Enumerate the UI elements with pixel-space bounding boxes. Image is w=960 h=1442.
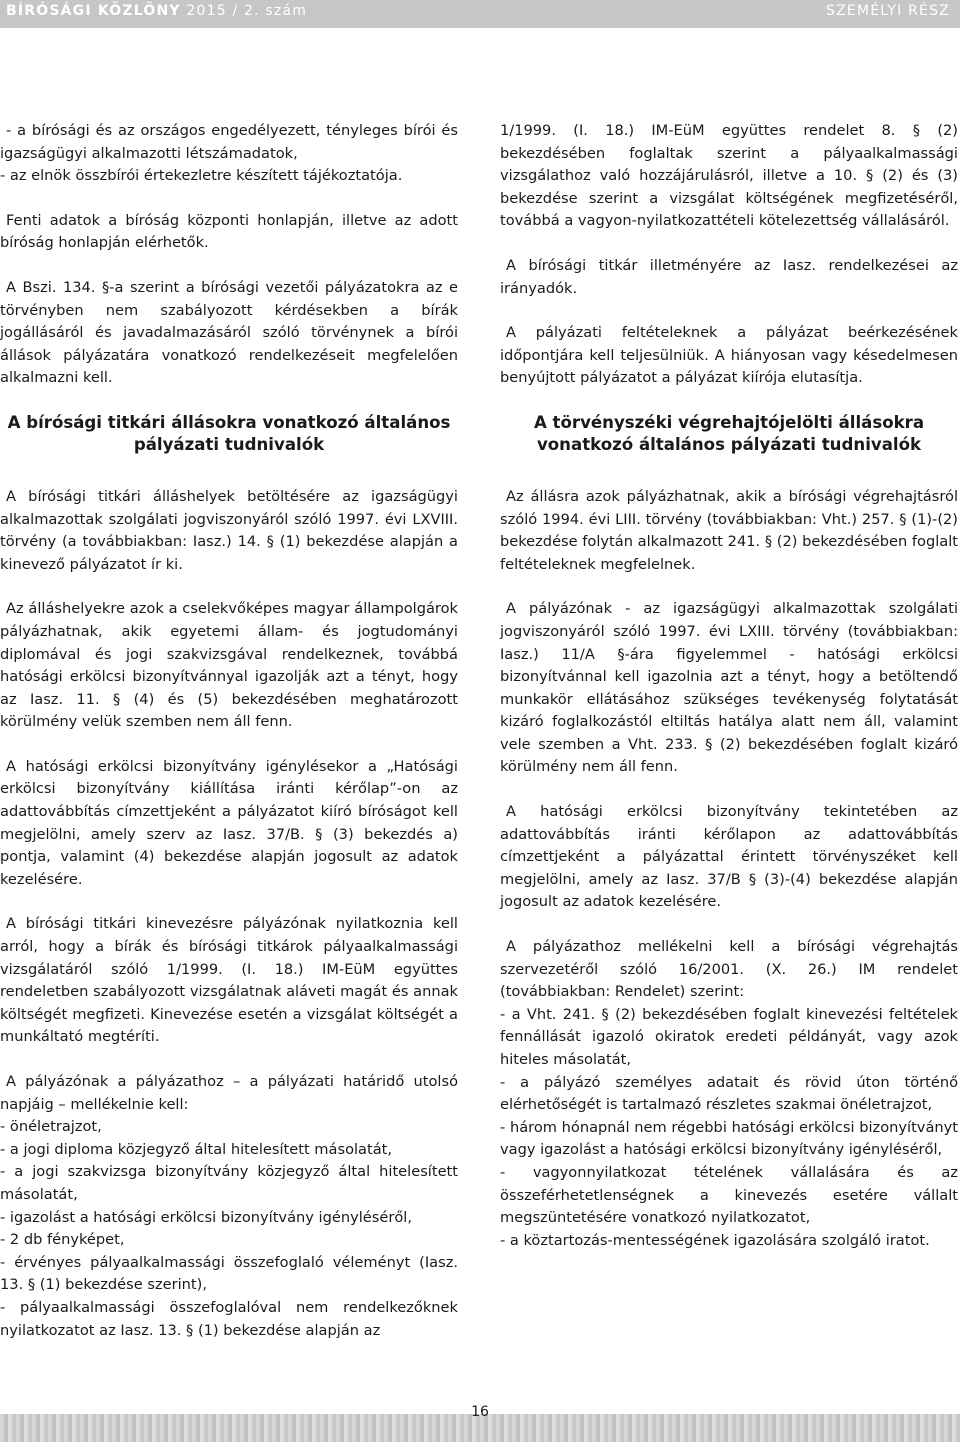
paragraph: A bírósági titkári kinevezésre pályázónak nyilatkoznia kell arról, hogy a bírák és bírósági titkárok pályaalkalmassági vizsgálatáról szóló 1/1999. (I. 18.) IM-EüM együttes rendeletben szabályozott vizsgálatnak aláveti magát és annak költségét megfizeti. Kinevezése esetén a vizsgálat költségét a munkáltató megtéríti. <box>0 915 458 1046</box>
paragraph: 1/1999. (I. 18.) IM-EüM együttes rendelet 8. § (2) bekezdésében foglaltak szerint a pályaalkalmassági vizsgálathoz való hozzájárulásról, illetve a 10. § (2) és (3) bekezdése szerint a vizsgálat költségének megfizetéséről, továbbá a vagyon-nyilatkozattételi kötelezettség vállalásáról. <box>500 122 958 230</box>
paragraph: - a bírósági és az országos engedélyezett, tényleges bírói és igazságügyi alkalmazotti létszámadatok, - az elnök összbírói értekezletre készített tájékoztatója. <box>0 122 458 185</box>
issue-label: 2015 / 2. szám <box>186 3 308 19</box>
paragraph: Az állásra azok pályázhatnak, akik a bírósági végrehajtásról szóló 1994. évi LIII. törvény (továbbiakban: Vht.) 257. § (1)-(2) bekezdése folytán alkalmazott 241. § (2) bekezdésében foglalt feltételeknek megfelelnek. <box>500 487 958 573</box>
running-header <box>0 0 960 28</box>
section-heading: A bírósági titkári állásokra vonatkozó általános pályázati tudnivalók <box>7 412 451 454</box>
paragraph: A hatósági erkölcsi bizonyítvány igénylésekor a „Hatósági erkölcsi bizonyítvány kiállítása iránti kérőlap”-on az adattovábbítás címzettjeként a pályázatot kiíró bíróságot kell megjelölni, amely szerv az Iasz. 37/B. § (3) bekezdés a) pontja, valamint (4) bekezdése alapján jogosult az adatok kezelésére. <box>0 757 458 888</box>
paragraph: Fenti adatok a bíróság központi honlapján, illetve az adott bíróság honlapján elérhetők. <box>0 211 458 252</box>
paragraph: Az álláshelyekre azok a cselekvőképes magyar állampolgárok pályázhatnak, akik egyetemi állam- és jogtudományi diplomával és jogi szakvizsgával rendelkeznek, továbbá hatósági erkölcsi bizonyítvánnyal igazolják azt a tényt, hogy az Iasz. 11. § (4) és (5) bekezdésében meghatározott körülmény velük szemben nem áll fenn. <box>0 600 458 731</box>
left-column <box>0 120 458 1342</box>
section-heading: A törvényszéki végrehajtójelölti állásokra vonatkozó általános pályázati tudnivalók <box>533 412 925 454</box>
paragraph: A bírósági titkári álláshelyek betöltésére az igazságügyi alkalmazottak szolgálati jogviszonyáról szóló 1997. évi LXVIII. törvény (a továbbiakban: Iasz.) 14. § (1) bekezdése alapján a kinevező pályázatot ír ki. <box>0 487 458 573</box>
paragraph: A pályázati feltételeknek a pályázat beérkezésének időpontjára kell teljesülniük. A hiányosan vagy késedelmesen benyújtott pályázatot a pályázat kiírója elutasítja. <box>500 324 958 387</box>
header-publication <box>6 3 307 19</box>
paragraph: A pályázathoz mellékelni kell a bírósági végrehajtás szervezetéről szóló 16/2001. (X. 26.) IM rendelet (továbbiakban: Rendelet) szerint: - a Vht. 241. § (2) bekezdésében foglalt kinevezési feltételek fennállását igazoló okiratok eredeti példányát, vagy azok hiteles másolatát, - a pályázó személyes adatait és rövid úton történő elérhetőségét is tartalmazó részletes szakmai önéletrajzot, - három hónapnál nem régebbi hatósági erkölcsi bizonyítványt vagy igazolást a hatósági erkölcsi bizonyítvány igényléséről, - vagyonnyilatkozat tételének vállalására és az összeférhetetlenségnek a kinevezés esetére vállalt megszüntetésére vonatkozó nyilatkozatot, - a köztartozás-mentességének igazolására szolgáló iratot. <box>500 938 958 1249</box>
paragraph: A pályázónak - az igazságügyi alkalmazottak szolgálati jogviszonyáról szóló 1997. évi LXIII. törvény (továbbiakban: Iasz.) 11/A §-ára figyelemmel - hatósági erkölcsi bizonyítvánnal kell igazolnia azt a tényt, hogy a betöltendő munkakör ellátásához szükséges tevékenység folytatását kizáró foglalkozástól eltiltás hatálya alatt nem áll, valamint vele szemben a Vht. 233. § (2) bekezdésében foglalt kizáró körülmény nem áll fenn. <box>500 600 958 776</box>
paragraph: A bírósági titkár illetményére az Iasz. rendelkezései az irányadók. <box>500 256 958 297</box>
right-column <box>500 120 958 1252</box>
section-label: SZEMÉLYI RÉSZ <box>826 3 950 19</box>
paragraph: A pályázónak a pályázathoz – a pályázati határidő utolsó napjáig – mellékelnie kell: - önéletrajzot, - a jogi diploma közjegyző által hitelesített másolatát, - a jogi szakvizsga bizonyítvány közjegyző által hitelesített másolatát, - igazolást a hatósági erkölcsi bizonyítvány igényléséről, - 2 db fényképet, - érvényes pályaalkalmassági összefoglaló véleményt (Iasz. 13. § (1) bekezdése szerint), - pályaalkalmassági összefoglalóval nem rendelkezőknek nyilatkozatot az Iasz. 13. § (1) bekezdése alapján az <box>0 1073 458 1339</box>
paragraph: A hatósági erkölcsi bizonyítvány tekintetében az adattovábbítás iránti kérőlapon az adattovábbítás címzettjeként a pályázattal érintett törvényszéket kell megjelölni, amely az Iasz. 37/B § (3)-(4) bekezdése alapján jogosult az adatok kezelésére. <box>500 803 958 911</box>
publication-title: BÍRÓSÁGI KÖZLÖNY <box>6 3 181 19</box>
page-number: 16 <box>471 1404 489 1420</box>
paragraph: A Bszi. 134. §-a szerint a bírósági vezetői pályázatokra az e törvényben nem szabályozott kérdésekben a bírák jogállásáról és javadalmazásáról szóló törvénynek a bírói állások pályázatára vonatkozó rendelkezéseit megfelelően alkalmazni kell. <box>0 278 458 387</box>
